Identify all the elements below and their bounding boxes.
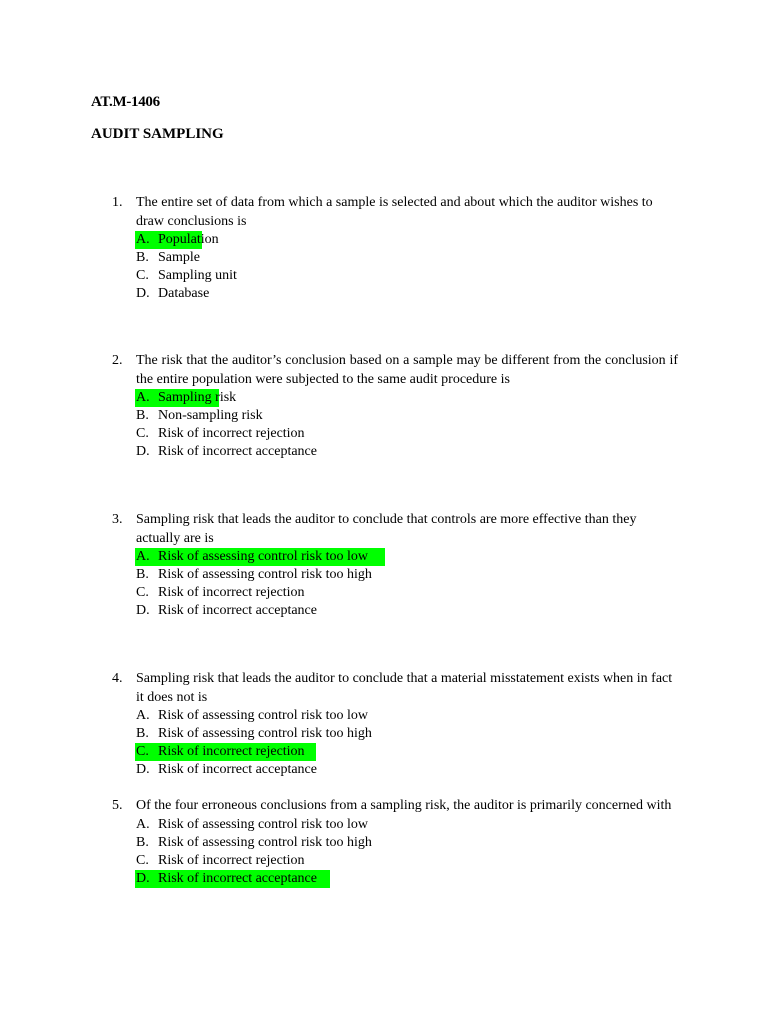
option-a (136, 231, 678, 249)
option-text: Risk of incorrect acceptance (158, 603, 317, 618)
option-list (112, 231, 678, 303)
option-a (136, 389, 678, 407)
question-4 (112, 670, 678, 779)
option-letter: A. (136, 549, 150, 564)
option-letter: C. (136, 852, 149, 868)
option-a (136, 816, 678, 834)
option-text: Risk of incorrect rejection (158, 744, 305, 759)
option-text: Risk of incorrect rejection (158, 585, 305, 600)
option-c (136, 743, 678, 761)
question-text: Of the four erroneous conclusions from a sampling risk, the auditor is primarily concerned with (136, 798, 672, 813)
option-b (136, 566, 678, 584)
option-letter: C. (136, 426, 149, 441)
question-1 (112, 194, 678, 303)
option-text: Population (158, 232, 219, 247)
option-d (136, 443, 678, 461)
option-text: Sampling risk (158, 390, 237, 405)
question-number: 1. (112, 195, 123, 210)
option-text: Sampling unit (158, 268, 237, 283)
question-text: The risk that the auditor’s conclusion based on a sample may be different from the conclusion if the entire population were subjected to the same audit procedure is (136, 353, 678, 387)
option-text: Risk of incorrect rejection (158, 852, 305, 868)
question-number: 2. (112, 353, 123, 368)
question-2 (112, 352, 678, 461)
option-letter: C. (136, 268, 149, 283)
option-d (136, 285, 678, 303)
option-b (136, 249, 678, 267)
option-c (136, 267, 678, 285)
question-number: 5. (112, 798, 123, 813)
option-text: Risk of assessing control risk too low (158, 549, 368, 564)
question-5 (112, 797, 678, 888)
option-letter: D. (136, 444, 150, 459)
option-letter: A. (136, 816, 150, 832)
option-text: Database (158, 286, 210, 301)
question-text: Sampling risk that leads the auditor to conclude that a material misstatement exists when in fact it does not is (136, 671, 673, 705)
option-a (136, 707, 678, 725)
page-title: AUDIT SAMPLING (91, 126, 224, 142)
option-text: Risk of assessing control risk too high (158, 567, 372, 582)
option-text: Risk of incorrect acceptance (158, 444, 317, 459)
option-c (136, 425, 678, 443)
option-d (136, 602, 678, 620)
course-code: AT.M-1406 (91, 94, 160, 110)
option-d (136, 870, 678, 888)
option-b (136, 725, 678, 743)
option-letter: B. (136, 567, 149, 582)
option-text: Risk of assessing control risk too low (158, 708, 368, 723)
option-letter: B. (136, 726, 149, 741)
option-text: Risk of assessing control risk too high (158, 726, 372, 741)
option-b (136, 407, 678, 425)
option-text: Risk of incorrect acceptance (158, 762, 317, 777)
option-text: Risk of incorrect acceptance (158, 870, 317, 886)
option-letter: D. (136, 762, 150, 777)
option-list (112, 816, 678, 888)
option-letter: C. (136, 585, 149, 600)
option-text: Risk of assessing control risk too low (158, 816, 368, 832)
option-list (112, 548, 678, 620)
option-letter: A. (136, 708, 150, 723)
option-letter: B. (136, 834, 149, 850)
option-c (136, 852, 678, 870)
question-number: 4. (112, 671, 123, 686)
option-letter: B. (136, 408, 149, 423)
question-3 (112, 511, 678, 620)
option-text: Non-sampling risk (158, 408, 263, 423)
option-letter: C. (136, 744, 149, 759)
option-letter: D. (136, 603, 150, 618)
option-letter: B. (136, 250, 149, 265)
option-list (112, 389, 678, 461)
option-d (136, 761, 678, 779)
question-text: The entire set of data from which a sample is selected and about which the auditor wishes to draw conclusions is (136, 195, 653, 229)
option-text: Sample (158, 250, 200, 265)
option-text: Risk of assessing control risk too high (158, 834, 372, 850)
option-letter: D. (136, 286, 150, 301)
option-letter: D. (136, 870, 150, 886)
question-number: 3. (112, 512, 123, 527)
option-letter: A. (136, 390, 150, 405)
option-c (136, 584, 678, 602)
question-text: Sampling risk that leads the auditor to conclude that controls are more effective than they actually are is (136, 512, 637, 546)
option-b (136, 834, 678, 852)
option-letter: A. (136, 232, 150, 247)
option-a (136, 548, 678, 566)
option-text: Risk of incorrect rejection (158, 426, 305, 441)
option-list (112, 707, 678, 779)
